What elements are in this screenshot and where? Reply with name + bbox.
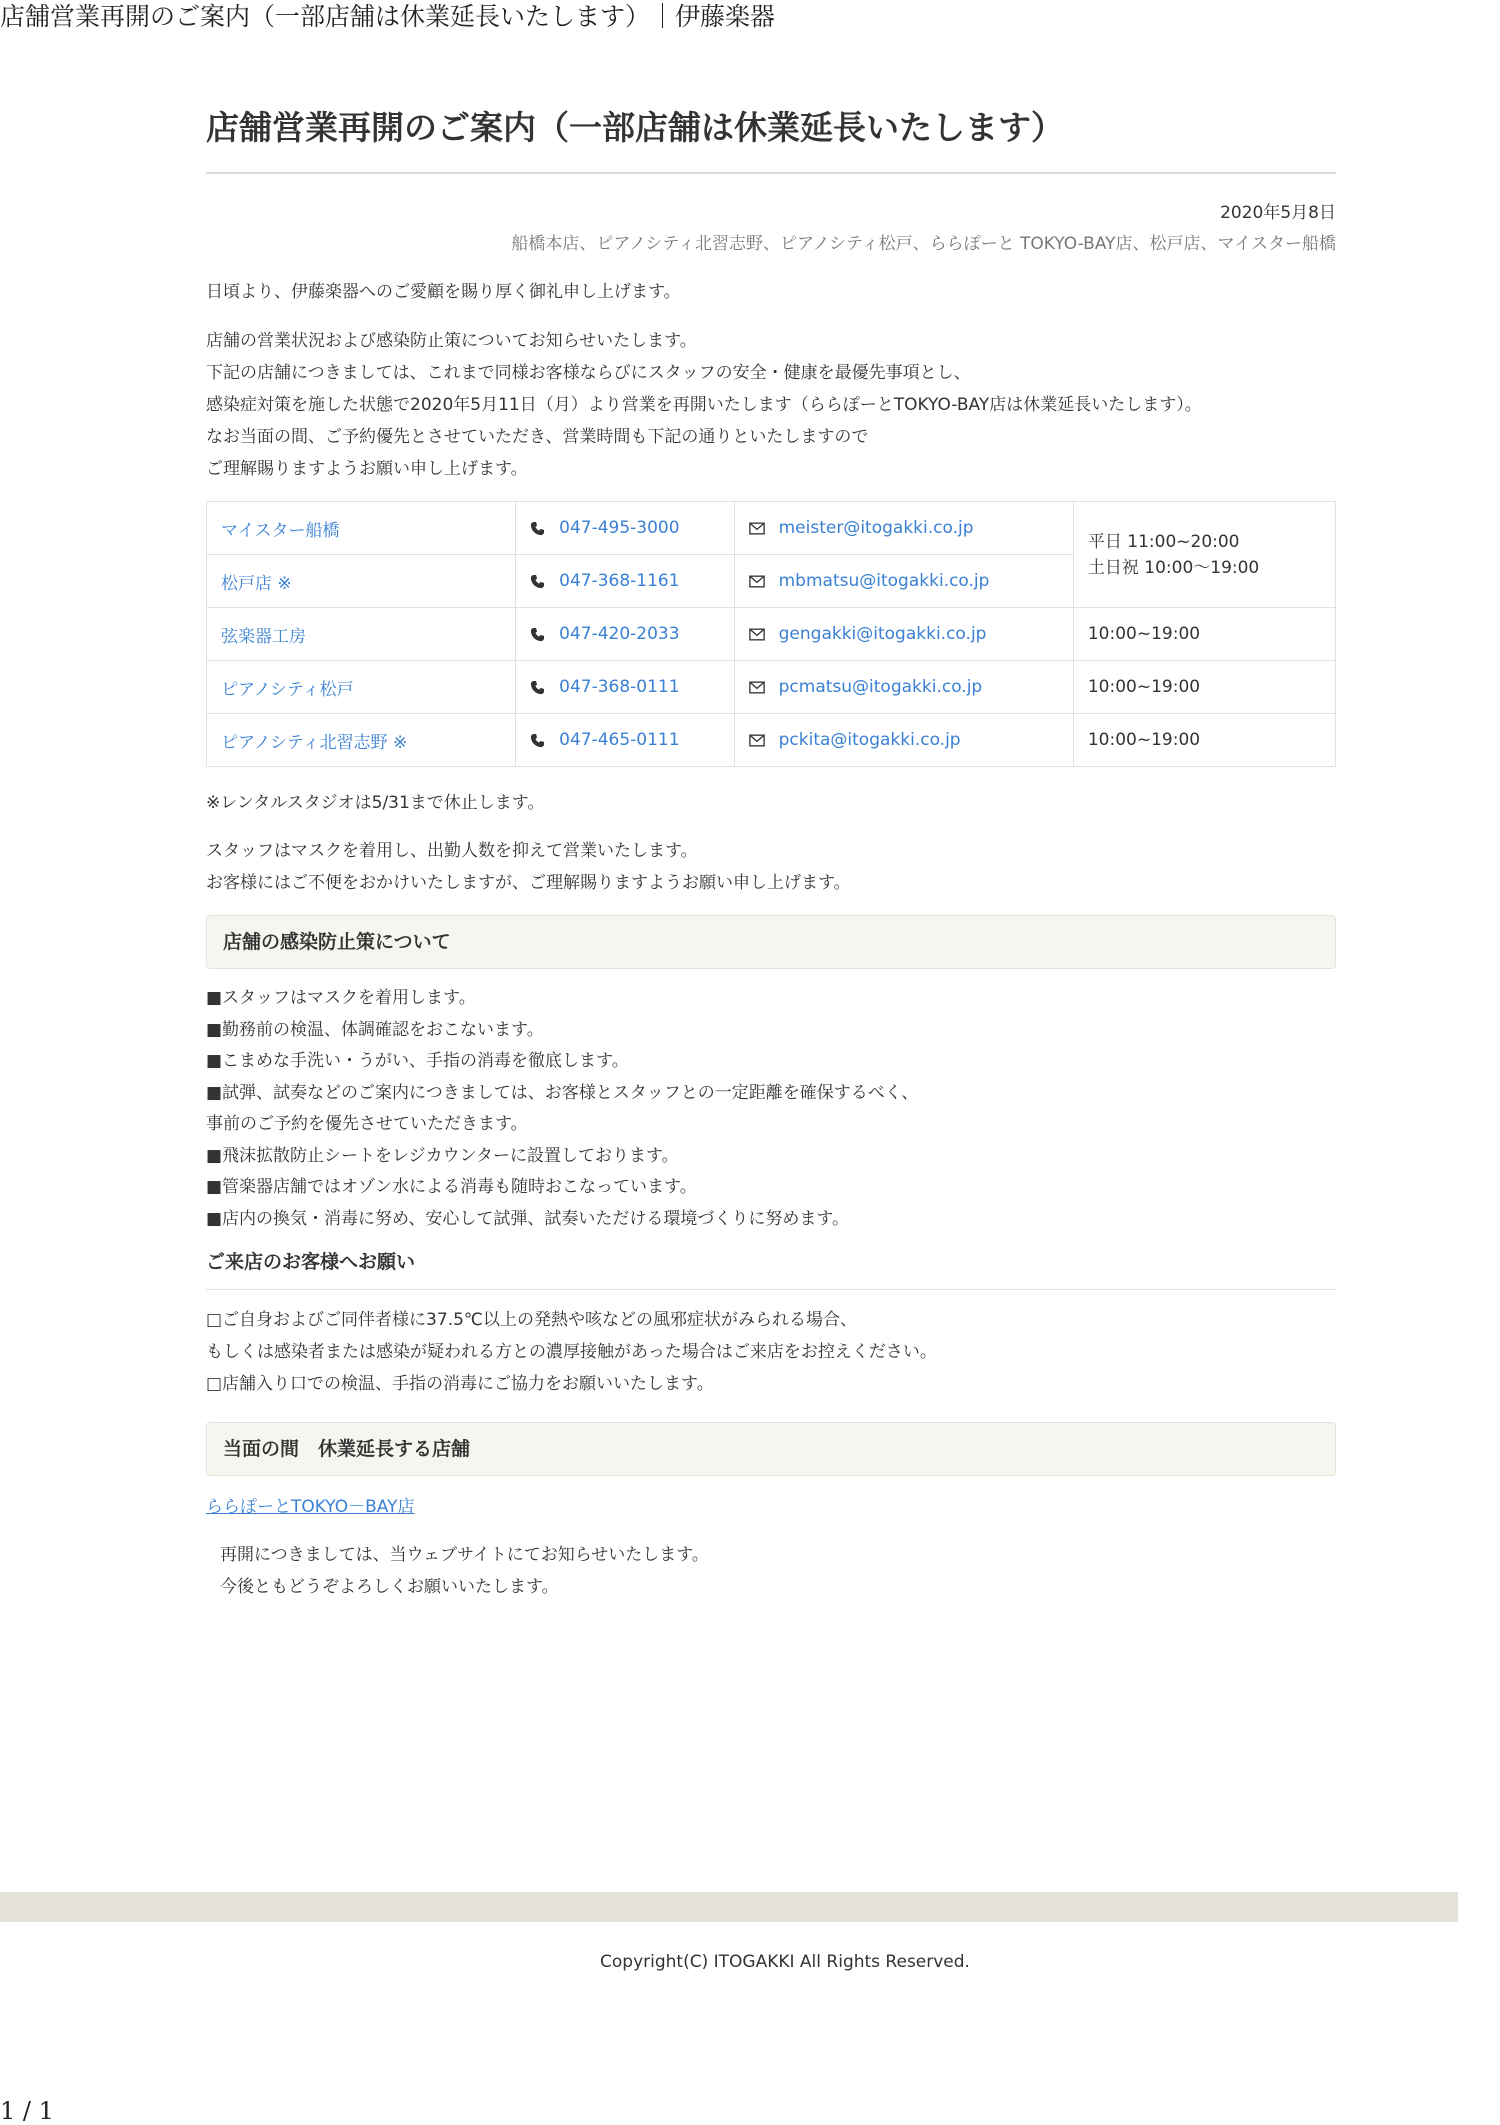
- email-link[interactable]: pckita@itogakki.co.jp: [778, 730, 961, 750]
- envelope-icon: [749, 522, 773, 535]
- list-item: 事前のご予約を優先させていただきます。: [206, 1114, 528, 1134]
- affected-stores: 船橋本店、ピアノシティ北習志野、ピアノシティ松戸、ららぽーと TOKYO-BAY店、松戸店、マイスター船橋: [511, 234, 1336, 254]
- list-item: ■勤務前の検温、体調確認をおこないます。: [206, 1019, 544, 1040]
- notice-line: ご理解賜りますようお願い申し上げます。: [206, 459, 528, 479]
- section-heading-closed-stores: 当面の間 休業延長する店舗: [206, 1422, 1336, 1476]
- staff-line: お客様にはご不便をおかけいたしますが、ご理解賜りますようお願い申し上げます。: [206, 873, 851, 893]
- store-link[interactable]: 弦楽器工房: [221, 626, 306, 647]
- table-row: [207, 661, 1336, 714]
- section-heading-measures: 店舗の感染防止策について: [206, 915, 1336, 969]
- closing-line: 今後ともどうぞよろしくお願いいたします。: [220, 1577, 559, 1597]
- phone-icon: [530, 733, 554, 748]
- list-item: もしくは感染者または感染が疑われる方との濃厚接触があった場合はご来店をお控えください。: [206, 1342, 937, 1362]
- title-divider: [206, 172, 1336, 174]
- table-row: [207, 608, 1336, 661]
- notice-line: 下記の店舗につきましては、これまで同様お客様ならびにスタッフの安全・健康を最優先事項とし、: [206, 363, 971, 383]
- envelope-icon: [749, 681, 773, 694]
- store-hours-table: [206, 501, 1336, 767]
- list-item: ■管楽器店舗ではオゾン水による消毒も随時おこなっています。: [206, 1177, 697, 1197]
- phone-icon: [530, 521, 554, 536]
- email-link[interactable]: pcmatsu@itogakki.co.jp: [778, 677, 983, 697]
- phone-link[interactable]: 047-465-0111: [559, 730, 680, 750]
- phone-link[interactable]: 047-420-2033: [559, 624, 680, 644]
- sub-heading-divider: [206, 1289, 1336, 1290]
- hours-cell: 10:00~19:00: [1073, 608, 1335, 661]
- envelope-icon: [749, 575, 773, 588]
- table-row: [207, 502, 1336, 555]
- email-link[interactable]: gengakki@itogakki.co.jp: [778, 624, 987, 644]
- greeting-text: 日頃より、伊藤楽器へのご愛顧を賜り厚く御礼申し上げます。: [206, 282, 681, 302]
- phone-link[interactable]: 047-495-3000: [559, 518, 680, 538]
- phone-icon: [530, 574, 554, 589]
- email-link[interactable]: mbmatsu@itogakki.co.jp: [778, 571, 990, 591]
- studio-note: ※レンタルスタジオは5/31まで休止します。: [206, 793, 545, 813]
- store-link[interactable]: ピアノシティ松戸: [221, 679, 354, 700]
- store-link[interactable]: ピアノシティ北習志野 ※: [221, 732, 408, 753]
- staff-paragraph: [206, 835, 1336, 899]
- store-link[interactable]: 松戸店 ※: [221, 573, 292, 594]
- copyright-text: Copyright(C) ITOGAKKI All Rights Reserved.: [600, 1952, 970, 1972]
- notice-line: なお当面の間、ご予約優先とさせていただき、営業時間も下記の通りといたしますので: [206, 427, 869, 447]
- document-title: 店舗営業再開のご案内（一部店舗は休業延長いたします）｜伊藤楽器: [0, 2, 776, 31]
- shared-hours-cell: [1073, 502, 1335, 608]
- hours-weekday: 平日 11:00~20:00: [1087, 531, 1240, 552]
- post-date: 2020年5月8日: [1220, 203, 1336, 223]
- table-row: [207, 714, 1336, 767]
- requests-list: [206, 1304, 1336, 1400]
- list-item: ■スタッフはマスクを着用します。: [206, 988, 476, 1008]
- closed-store-row: [206, 1492, 1336, 1517]
- list-item: □ご自身およびご同伴者様に37.5℃以上の発熱や咳などの風邪症状がみられる場合、: [206, 1310, 858, 1330]
- closing-paragraph: [206, 1539, 1336, 1603]
- notice-line: 店舗の営業状況および感染防止策についてお知らせいたします。: [206, 331, 697, 351]
- page-title: 店舗営業再開のご案内（一部店舗は休業延長いたします）: [206, 108, 1064, 147]
- main-content: [206, 100, 1336, 1603]
- store-link[interactable]: マイスター船橋: [221, 520, 340, 541]
- envelope-icon: [749, 628, 773, 641]
- closing-line: 再開につきましては、当ウェブサイトにてお知らせいたします。: [220, 1545, 709, 1565]
- phone-icon: [530, 627, 554, 642]
- phone-icon: [530, 680, 554, 695]
- email-link[interactable]: meister@itogakki.co.jp: [778, 518, 974, 538]
- hours-cell: 10:00~19:00: [1073, 714, 1335, 767]
- footer-band: [0, 1892, 1458, 1922]
- sub-heading-requests: ご来店のお客様へお願い: [206, 1251, 416, 1273]
- list-item: □店舗入り口での検温、手指の消毒にご協力をお願いいたします。: [206, 1374, 714, 1394]
- closed-store-link[interactable]: ららぽーとTOKYO－BAY店: [206, 1497, 415, 1517]
- list-item: ■飛沫拡散防止シートをレジカウンターに設置しております。: [206, 1145, 679, 1166]
- page-number: 1 / 1: [0, 2097, 54, 2125]
- hours-weekend: 土日祝 10:00〜19:00: [1087, 557, 1260, 578]
- notice-paragraph: [206, 325, 1336, 485]
- measures-list: [206, 983, 1336, 1235]
- list-item: ■試弾、試奏などのご案内につきましては、お客様とスタッフとの一定距離を確保するべく、: [206, 1082, 919, 1103]
- staff-line: スタッフはマスクを着用し、出勤人数を抑えて営業いたします。: [206, 841, 698, 861]
- hours-cell: 10:00~19:00: [1073, 661, 1335, 714]
- notice-line: 感染症対策を施した状態で2020年5月11日（月）より営業を再開いたします（ららぽーとTOKYO-BAY店は休業延長いたします）。: [206, 395, 1202, 415]
- list-item: ■こまめな手洗い・うがい、手指の消毒を徹底します。: [206, 1051, 629, 1071]
- phone-link[interactable]: 047-368-0111: [559, 677, 680, 697]
- phone-link[interactable]: 047-368-1161: [559, 571, 680, 591]
- envelope-icon: [749, 734, 773, 747]
- list-item: ■店内の換気・消毒に努め、安心して試弾、試奏いただける環境づくりに努めます。: [206, 1208, 850, 1229]
